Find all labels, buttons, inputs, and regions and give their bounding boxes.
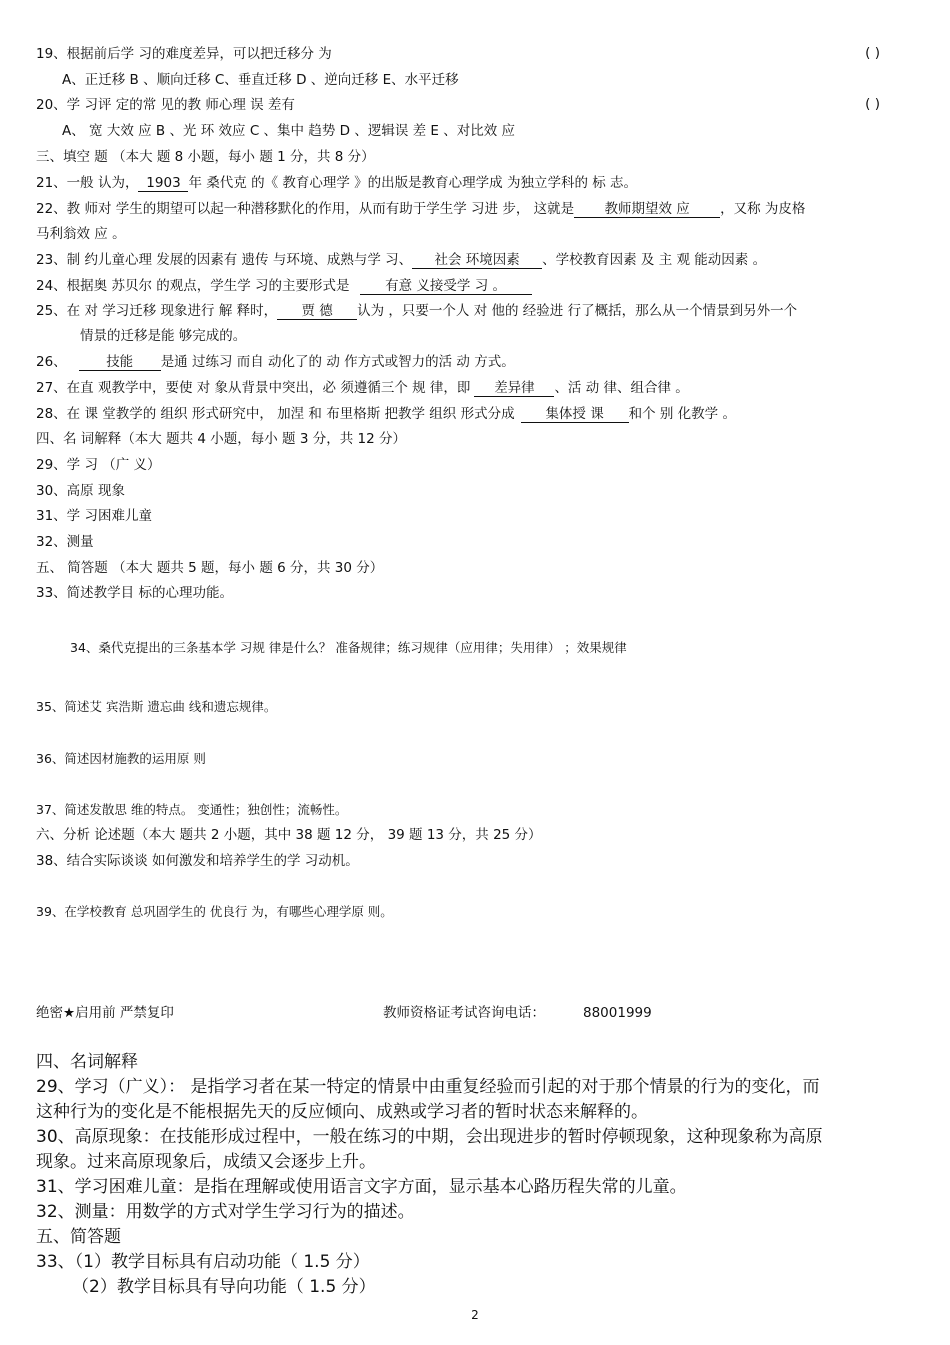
answer-30-line-2: 现象。过来高原现象后，成绩又会逐步上升。	[36, 1152, 376, 1172]
q22-line-2: 马利翁效 应 。	[36, 226, 126, 242]
q34: 34、桑代克提出的三条基本学 习规 律是什么？ 准备规律；练习规律（应用律；失用律） ；效果规律	[70, 640, 627, 655]
q21-text-a: 21、一般 认为，	[36, 175, 139, 191]
q28-blank: 集体授 课	[521, 406, 629, 423]
q30: 30、高原 现象	[36, 483, 125, 499]
answer-32: 32、测量：用数学的方式对学生学习行为的描述。	[36, 1202, 415, 1222]
q37: 37、简述发散思 维的特点。 变通性；独创性；流畅性。	[36, 802, 348, 817]
q27-blank: 差异律	[474, 380, 554, 397]
q20-options: A、 宽 大效 应 B 、光 环 效应 C 、集中 趋势 D 、逻辑误 差 E 、对比效 应	[62, 123, 516, 139]
q24-blank: 有意 义接受学 习 。	[360, 278, 532, 295]
answer-31: 31、学习困难儿童：是指在理解或使用语言文字方面，显示基本心路历程失常的儿童。	[36, 1177, 687, 1197]
q35: 35、简述艾 宾浩斯 遗忘曲 线和遗忘规律。	[36, 699, 277, 714]
q23-text-b: 、学校教育因素 及 主 观 能动因素 。	[542, 252, 767, 268]
footer-phone: 88001999	[583, 1005, 652, 1021]
q25-blank: 贾 德	[277, 303, 357, 320]
q19-answer-paren: ( )	[865, 45, 880, 61]
q19-options: A、正迁移 B 、顺向迁移 C、垂直迁移 D 、逆向迁移 E、水平迁移	[62, 72, 459, 88]
q26-line	[36, 353, 515, 371]
section-5-title: 五、 简答题 （本大 题共 5 题，每小 题 6 分，共 30 分）	[36, 560, 384, 576]
q26-text-b: 是通 过练习 而自 动化了的 动 作方式或智力的活 动 方式。	[160, 354, 515, 370]
answer-29-line-2: 这种行为的变化是不能根据先天的反应倾向、成熟或学习者的暂时状态来解释的。	[36, 1102, 648, 1122]
q28-line	[36, 405, 736, 423]
q24-text-a: 24、根据奥 苏贝尔 的观点，学生学 习的主要形式是	[36, 278, 350, 294]
q27-line	[36, 379, 689, 397]
q27-text-b: 、活 动 律、组合律 。	[554, 380, 689, 396]
q20-answer-paren: ( )	[865, 96, 880, 112]
q23-text-a: 23、制 约儿童心理 发展的因素有 遗传 与环境、成熟与学 习、	[36, 252, 413, 268]
q20-stem: 20、学 习评 定的常 见的教 师心理 误 差有	[36, 97, 295, 113]
section-4-title: 四、名 词解释（本大 题共 4 小题，每小 题 3 分，共 12 分）	[36, 431, 406, 447]
q27-text-a: 27、在直 观教学中，要使 对 象从背景中突出，必 须遵循三个 规 律，即	[36, 380, 471, 396]
answers-section-4-title: 四、名词解释	[36, 1052, 138, 1072]
q32: 32、测量	[36, 534, 94, 550]
q25-line-2: 情景的迁移是能 够完成的。	[80, 328, 247, 344]
section-6-title: 六、分析 论述题（本大 题共 2 小题，其中 38 题 12 分， 39 题 13 分，共 25 分）	[36, 827, 542, 843]
q21-text-b: 年 桑代克 的《 教育心理学 》的出版是教育心理学成 为独立学科的 标 志。	[188, 175, 638, 191]
section-3-title: 三、填空 题 （本大 题 8 小题，每小 题 1 分，共 8 分）	[36, 149, 375, 165]
answer-33-item-2: （2）教学目标具有导向功能（ 1.5 分）	[72, 1277, 376, 1297]
q22-blank: 教师期望效 应	[574, 201, 720, 218]
page-number: 2	[471, 1308, 479, 1322]
q33: 33、简述教学目 标的心理功能。	[36, 585, 233, 601]
q21-line	[36, 174, 637, 192]
q25-text-b: 认为 ，只要一个人 对 他的 经验进 行了概括，那么从一个情景到另外一个	[357, 303, 798, 319]
footer-confidential: 绝密★启用前 严禁复印	[36, 1005, 174, 1021]
answer-33-item-1: 33、（1）教学目标具有启动功能（ 1.5 分）	[36, 1252, 370, 1272]
q25-text-a: 25、在 对 学习迁移 现象进行 解 释时，	[36, 303, 278, 319]
answer-29-line-1: 29、学习（广义）： 是指学习者在某一特定的情景中由重复经验而引起的对于那个情景的行为的变化，而	[36, 1077, 820, 1097]
q38: 38、结合实际谈谈 如何激发和培养学生的学 习动机。	[36, 853, 359, 869]
q23-blank: 社会 环境因素	[412, 252, 542, 269]
q29: 29、学 习 （广 义）	[36, 457, 161, 473]
q21-blank: 1903	[138, 175, 188, 192]
q36: 36、简述因材施教的运用原 则	[36, 751, 206, 766]
q39: 39、在学校教育 总巩固学生的 优良行 为，有哪些心理学原 则。	[36, 904, 393, 919]
answer-30-line-1: 30、高原现象：在技能形成过程中，一般在练习的中期，会出现进步的暂时停顿现象，这种现象称为高原	[36, 1127, 823, 1147]
q23-line	[36, 251, 766, 269]
q31: 31、学 习困难儿童	[36, 508, 152, 524]
q22-line	[36, 200, 805, 218]
q26-text-a: 26、	[36, 354, 67, 370]
footer-consult-label: 教师资格证考试咨询电话：	[383, 1005, 545, 1021]
q28-text-b: 和个 别 化教学 。	[628, 406, 736, 422]
q26-blank: 技能	[79, 354, 161, 371]
q24-line	[36, 277, 532, 295]
q22-text-a: 22、教 师对 学生的期望可以起一种潜移默化的作用，从而有助于学生学 习进 步， 这就是	[36, 201, 575, 217]
q25-line	[36, 302, 797, 320]
q22-text-b: ，又称 为皮格	[720, 201, 806, 217]
q28-text-a: 28、在 课 堂教学的 组织 形式研究中， 加涅 和 布里格斯 把教学 组织 形式分成	[36, 406, 515, 422]
q19-stem: 19、根据前后学 习的难度差异，可以把迁移分 为	[36, 46, 332, 62]
answers-section-5-title: 五、简答题	[36, 1227, 121, 1247]
